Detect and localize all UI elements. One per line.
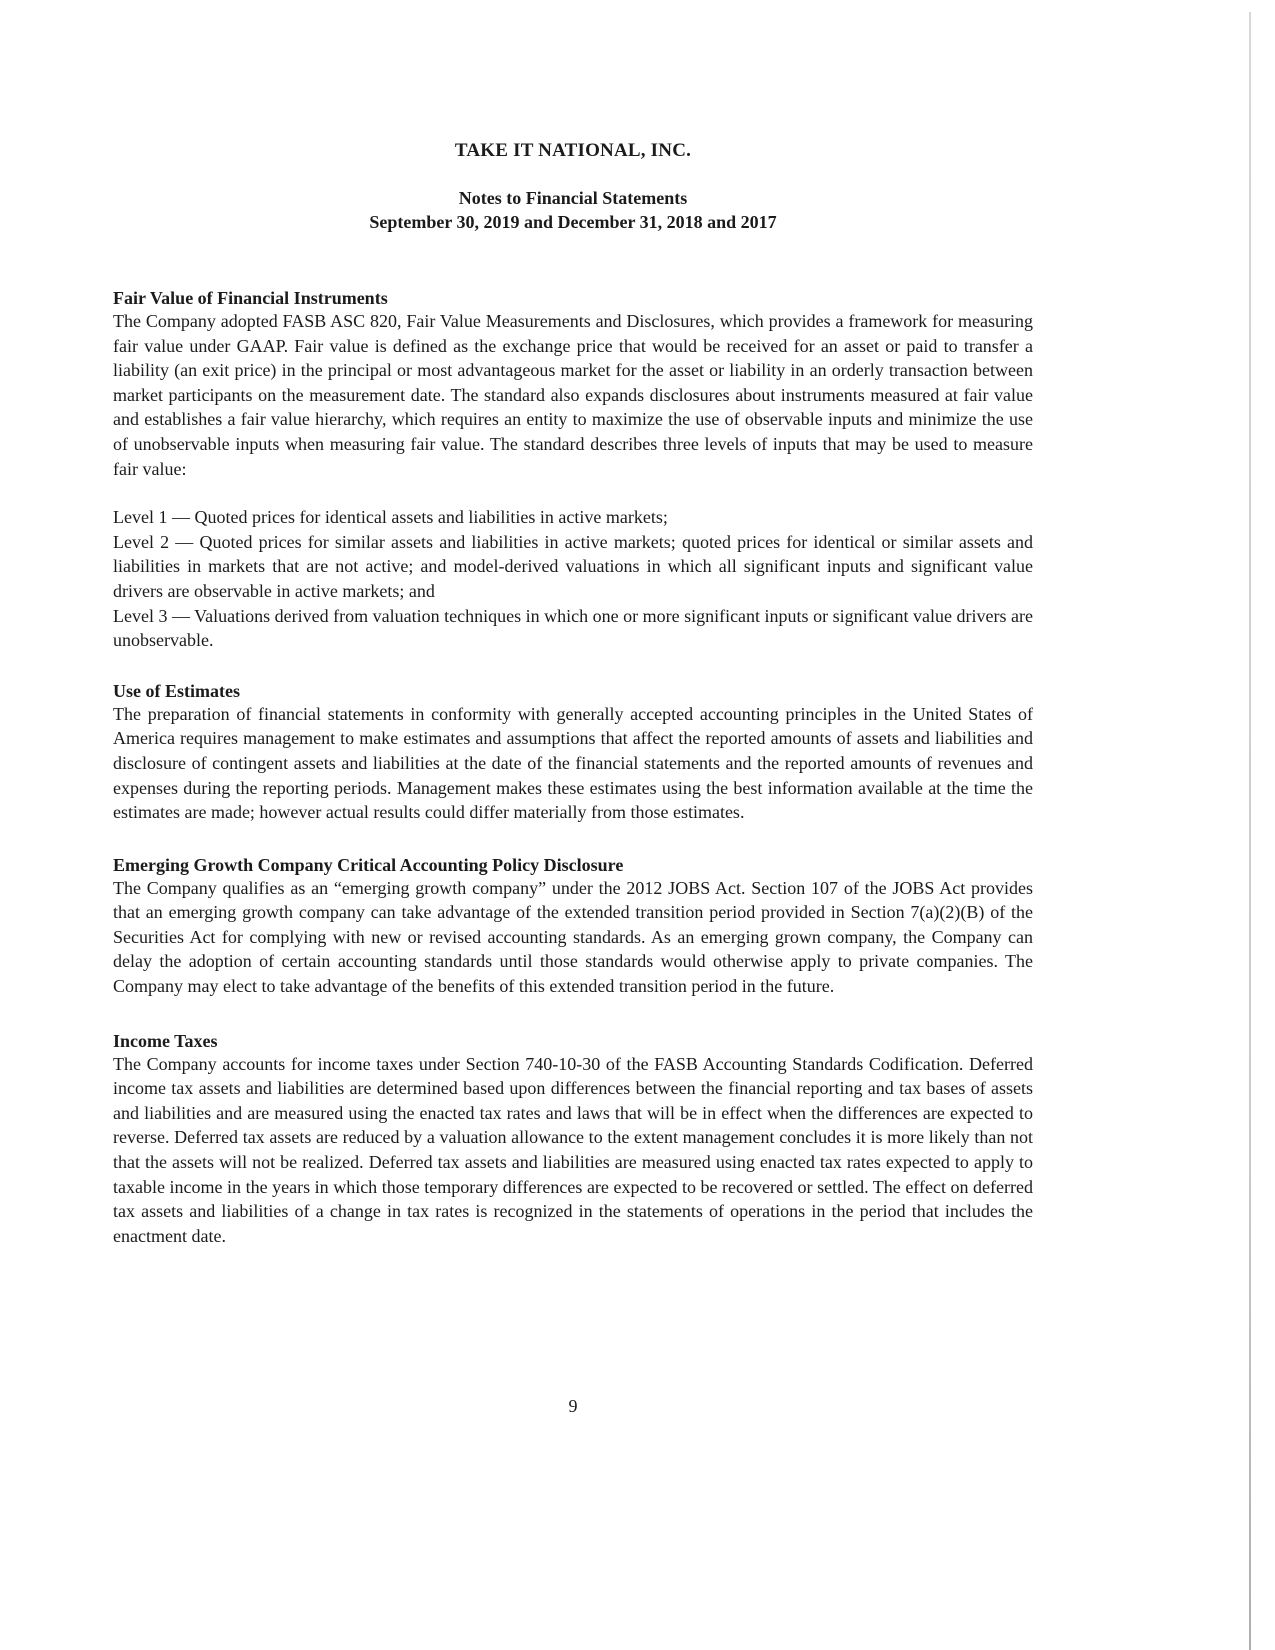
- company-name: TAKE IT NATIONAL, INC.: [454, 140, 692, 161]
- paragraph-use-of-estimates: The preparation of financial statements in conformity with generally accepted accounting principles in the United States of America requires management to make estimates and assumptions that affect the reported amounts of assets and liabilities and disclosure of contingent assets and liabilities at the date of the financial statements and the reported amounts of revenues and expenses during the reporting periods. Management makes these estimates using the best information available at the time the estimates are made; however actual results could differ materially from those estimates.: [113, 703, 1033, 823]
- document-dates: September 30, 2019 and December 31, 2018 and 2017: [369, 212, 777, 232]
- document-header: [113, 140, 1033, 234]
- level-2-line: Level 2 — Quoted prices for similar assets and liabilities in active markets; quoted prices for identical or similar assets and liabilities in markets that are not active; and model-derived valuations in which all significant inputs and significant value drivers are observable in active markets; and: [113, 531, 1033, 601]
- level-3-line: Level 3 — Valuations derived from valuation techniques in which one or more significant inputs or significant value drivers are unobservable.: [113, 605, 1033, 651]
- section-heading-fair-value: Fair Value of Financial Instruments: [113, 288, 388, 308]
- paragraph-emerging-growth: The Company qualifies as an “emerging growth company” under the 2012 JOBS Act. Section 107 of the JOBS Act provides that an emerging growth company can take advantage of the extended transition period provided in Section 7(a)(2)(B) of the Securities Act for complying with new or revised accounting standards. As an emerging grown company, the Company can delay the adoption of certain accounting standards until those standards would otherwise apply to private companies. The Company may elect to take advantage of the benefits of this extended transition period in the future.: [113, 877, 1033, 997]
- section-heading-use-of-estimates: Use of Estimates: [113, 680, 240, 701]
- page-number: 9: [568, 1396, 578, 1416]
- paragraph-fair-value: The Company adopted FASB ASC 820, Fair Value Measurements and Disclosures, which provides a framework for measuring fair value under GAAP. Fair value is defined as the exchange price that would be received for an asset or paid to transfer a liability (an exit price) in the principal or most advantageous market for the asset or liability in an orderly transaction between market participants on the measurement date. The standard also expands disclosures about instruments measured at fair value and establishes a fair value hierarchy, which requires an entity to maximize the use of observable inputs and minimize the use of unobservable inputs when measuring fair value. The standard describes three levels of inputs that may be used to measure fair value:: [113, 311, 1033, 479]
- section-heading-emerging-growth: Emerging Growth Company Critical Accounting Policy Disclosure: [113, 854, 624, 875]
- document-title: Notes to Financial Statements: [458, 188, 688, 208]
- section-heading-income-taxes: Income Taxes: [113, 1030, 218, 1051]
- level-1-line: Level 1 — Quoted prices for identical assets and liabilities in active markets;: [113, 507, 668, 528]
- scan-edge-artifact: [1249, 12, 1251, 1650]
- fair-value-levels: [113, 505, 1033, 653]
- document-content: [113, 140, 1033, 1248]
- paragraph-income-taxes: The Company accounts for income taxes under Section 740-10-30 of the FASB Accounting Standards Codification. Deferred income tax assets and liabilities are determined based upon differences between the financial reporting and tax bases of assets and liabilities and are measured using the enacted tax rates and laws that will be in effect when the differences are expected to reverse. Deferred tax assets are reduced by a valuation allowance to the extent management concludes it is more likely than not that the assets will not be realized. Deferred tax assets and liabilities are measured using enacted tax rates expected to apply to taxable income in the years in which those temporary differences are expected to be recovered or settled. The effect on deferred tax assets and liabilities of a change in tax rates is recognized in the statements of operations in the period that includes the enactment date.: [113, 1053, 1033, 1246]
